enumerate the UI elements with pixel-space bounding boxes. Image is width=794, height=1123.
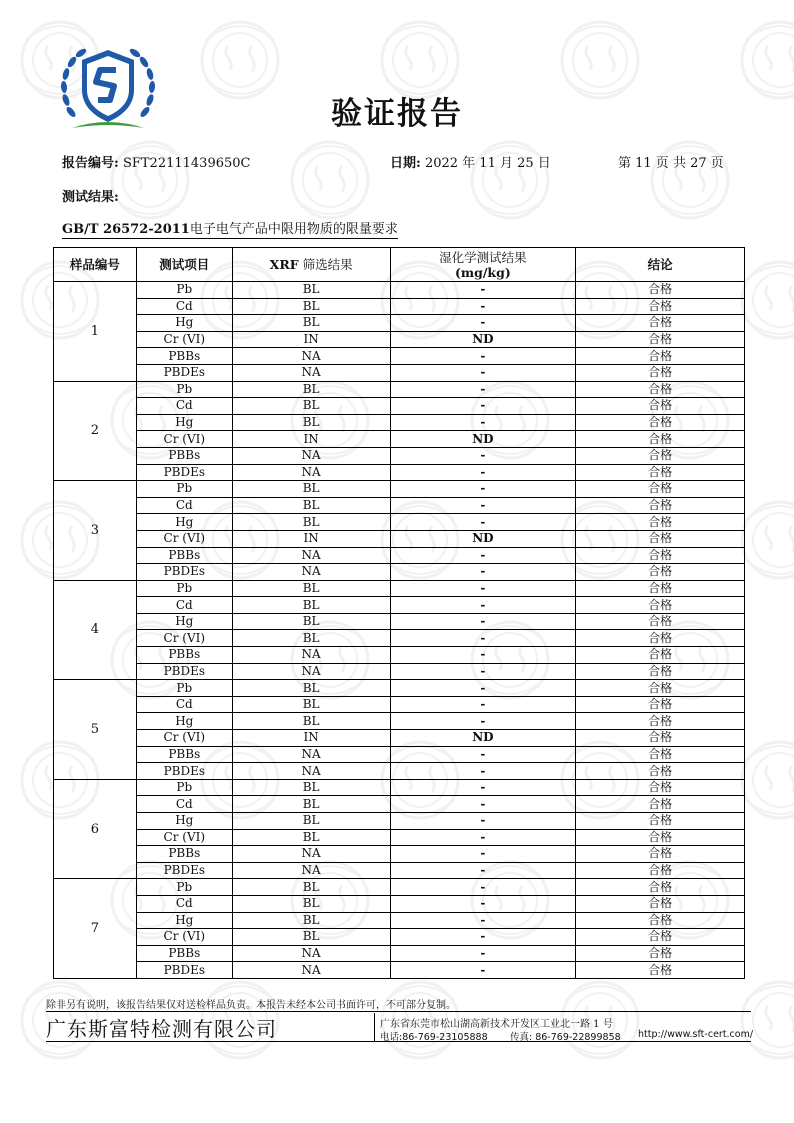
conclusion-cell: 合格 <box>576 348 745 365</box>
header-wet-chem: 湿化学测试结果 (mg/kg) <box>390 248 576 282</box>
test-item-cell: PBDEs <box>136 962 232 979</box>
xrf-result-cell: BL <box>232 929 390 946</box>
report-date <box>390 152 551 171</box>
test-item-cell: PBBs <box>136 348 232 365</box>
table-header-row <box>54 248 745 282</box>
table-row <box>54 912 745 929</box>
table-row <box>54 481 745 498</box>
table-row <box>54 597 745 614</box>
table-row <box>54 298 745 315</box>
test-item-cell: Cd <box>136 497 232 514</box>
standard-title <box>62 218 398 239</box>
conclusion-cell: 合格 <box>576 481 745 498</box>
conclusion-cell: 合格 <box>576 730 745 747</box>
table-row <box>54 879 745 896</box>
wet-chem-result-cell: - <box>390 746 576 763</box>
wet-chem-result-cell: - <box>390 862 576 879</box>
xrf-result-cell: BL <box>232 813 390 830</box>
xrf-result-cell: NA <box>232 962 390 979</box>
test-item-cell: Pb <box>136 879 232 896</box>
conclusion-cell: 合格 <box>576 879 745 896</box>
conclusion-cell: 合格 <box>576 680 745 697</box>
sample-number-cell: 6 <box>54 779 137 879</box>
wet-chem-result-cell: - <box>390 713 576 730</box>
table-row <box>54 381 745 398</box>
wet-chem-result-cell: - <box>390 647 576 664</box>
report-number <box>62 152 250 171</box>
xrf-result-cell: BL <box>232 398 390 415</box>
test-item-cell: PBBs <box>136 547 232 564</box>
xrf-result-cell: BL <box>232 630 390 647</box>
sample-number-cell: 5 <box>54 680 137 780</box>
xrf-result-cell: NA <box>232 945 390 962</box>
xrf-result-cell: NA <box>232 663 390 680</box>
test-item-cell: Cr (VI) <box>136 530 232 547</box>
table-row <box>54 730 745 747</box>
wet-chem-result-cell: - <box>390 813 576 830</box>
wet-chem-result-cell: - <box>390 613 576 630</box>
test-item-cell: PBBs <box>136 846 232 863</box>
wet-chem-result-cell: - <box>390 348 576 365</box>
xrf-result-cell: IN <box>232 730 390 747</box>
company-fax: 传真: 86-769-22899858 <box>510 1032 621 1043</box>
wet-chem-result-cell: ND <box>390 530 576 547</box>
sample-number-cell: 2 <box>54 381 137 481</box>
conclusion-cell: 合格 <box>576 813 745 830</box>
table-row <box>54 564 745 581</box>
table-row <box>54 447 745 464</box>
conclusion-cell: 合格 <box>576 431 745 448</box>
xrf-result-cell: BL <box>232 713 390 730</box>
wet-chem-result-cell: - <box>390 580 576 597</box>
wet-chem-result-cell: - <box>390 398 576 415</box>
table-row <box>54 829 745 846</box>
conclusion-cell: 合格 <box>576 663 745 680</box>
conclusion-cell: 合格 <box>576 696 745 713</box>
test-item-cell: Hg <box>136 912 232 929</box>
table-row <box>54 348 745 365</box>
conclusion-cell: 合格 <box>576 315 745 332</box>
conclusion-cell: 合格 <box>576 647 745 664</box>
test-item-cell: Hg <box>136 514 232 531</box>
header-sample-no: 样品编号 <box>54 248 137 282</box>
xrf-result-cell: BL <box>232 796 390 813</box>
table-row <box>54 663 745 680</box>
conclusion-cell: 合格 <box>576 829 745 846</box>
table-row <box>54 696 745 713</box>
wet-chem-result-cell: - <box>390 763 576 780</box>
test-item-cell: Pb <box>136 481 232 498</box>
wet-chem-result-cell: - <box>390 447 576 464</box>
wet-chem-result-cell: - <box>390 945 576 962</box>
conclusion-cell: 合格 <box>576 398 745 415</box>
wet-chem-result-cell: - <box>390 895 576 912</box>
table-row <box>54 580 745 597</box>
test-item-cell: Cd <box>136 895 232 912</box>
xrf-result-cell: NA <box>232 647 390 664</box>
conclusion-cell: 合格 <box>576 962 745 979</box>
footer-divider-bottom <box>46 1041 751 1042</box>
test-item-cell: Hg <box>136 414 232 431</box>
xrf-result-cell: BL <box>232 912 390 929</box>
table-row <box>54 680 745 697</box>
conclusion-cell: 合格 <box>576 547 745 564</box>
xrf-result-cell: BL <box>232 414 390 431</box>
xrf-result-cell: BL <box>232 879 390 896</box>
xrf-result-cell: BL <box>232 282 390 299</box>
conclusion-cell: 合格 <box>576 945 745 962</box>
test-item-cell: Pb <box>136 680 232 697</box>
wet-chem-result-cell: - <box>390 779 576 796</box>
xrf-result-cell: BL <box>232 481 390 498</box>
table-row <box>54 813 745 830</box>
footer-divider-vertical <box>374 1013 375 1041</box>
table-row <box>54 647 745 664</box>
test-item-cell: PBDEs <box>136 564 232 581</box>
xrf-result-cell: NA <box>232 862 390 879</box>
test-item-cell: Cd <box>136 597 232 614</box>
test-item-cell: Cr (VI) <box>136 829 232 846</box>
company-name: 广东斯富特检测有限公司 <box>46 1017 277 1041</box>
xrf-result-cell: BL <box>232 381 390 398</box>
test-item-cell: Cd <box>136 298 232 315</box>
conclusion-cell: 合格 <box>576 447 745 464</box>
table-row <box>54 282 745 299</box>
test-item-cell: PBBs <box>136 746 232 763</box>
test-item-cell: PBDEs <box>136 763 232 780</box>
test-item-cell: Hg <box>136 315 232 332</box>
conclusion-cell: 合格 <box>576 613 745 630</box>
document-title: 验证报告 <box>331 96 463 132</box>
conclusion-cell: 合格 <box>576 846 745 863</box>
wet-chem-result-cell: ND <box>390 331 576 348</box>
xrf-result-cell: BL <box>232 497 390 514</box>
xrf-result-cell: NA <box>232 547 390 564</box>
table-body <box>54 282 745 979</box>
xrf-result-cell: NA <box>232 746 390 763</box>
wet-chem-result-cell: - <box>390 597 576 614</box>
conclusion-cell: 合格 <box>576 464 745 481</box>
test-item-cell: Hg <box>136 813 232 830</box>
company-address: 广东省东莞市松山湖高新技术开发区工业北一路 1 号 <box>380 1019 613 1030</box>
xrf-result-cell: BL <box>232 315 390 332</box>
report-number-value: SFT22111439650C <box>122 156 251 171</box>
conclusion-cell: 合格 <box>576 530 745 547</box>
table-row <box>54 497 745 514</box>
test-item-cell: PBDEs <box>136 862 232 879</box>
table-row <box>54 779 745 796</box>
wet-chem-result-cell: ND <box>390 730 576 747</box>
xrf-result-cell: NA <box>232 763 390 780</box>
table-row <box>54 945 745 962</box>
test-item-cell: Pb <box>136 580 232 597</box>
report-number-label: 报告编号: <box>62 156 119 171</box>
test-item-cell: PBDEs <box>136 663 232 680</box>
conclusion-cell: 合格 <box>576 580 745 597</box>
xrf-result-cell: NA <box>232 364 390 381</box>
company-phone: 电话:86-769-23105888 <box>380 1032 488 1043</box>
header-test-item: 测试项目 <box>136 248 232 282</box>
sample-number-cell: 3 <box>54 481 137 581</box>
table-row <box>54 962 745 979</box>
xrf-result-cell: NA <box>232 464 390 481</box>
wet-chem-result-cell: - <box>390 364 576 381</box>
wet-chem-result-cell: - <box>390 912 576 929</box>
table-row <box>54 315 745 332</box>
test-item-cell: Pb <box>136 779 232 796</box>
wet-chem-result-cell: - <box>390 879 576 896</box>
table-row <box>54 713 745 730</box>
conclusion-cell: 合格 <box>576 779 745 796</box>
test-item-cell: Cr (VI) <box>136 431 232 448</box>
test-item-cell: PBDEs <box>136 364 232 381</box>
conclusion-cell: 合格 <box>576 862 745 879</box>
header-xrf: XRF 筛选结果 <box>232 248 390 282</box>
conclusion-cell: 合格 <box>576 564 745 581</box>
test-item-cell: Cr (VI) <box>136 730 232 747</box>
table-row <box>54 514 745 531</box>
test-item-cell: Cr (VI) <box>136 331 232 348</box>
wet-chem-result-cell: - <box>390 414 576 431</box>
conclusion-cell: 合格 <box>576 929 745 946</box>
xrf-result-cell: BL <box>232 613 390 630</box>
test-item-cell: Cr (VI) <box>136 630 232 647</box>
wet-chem-result-cell: - <box>390 514 576 531</box>
conclusion-cell: 合格 <box>576 895 745 912</box>
table-row <box>54 862 745 879</box>
header-conclusion: 结论 <box>576 248 745 282</box>
footnote: 除非另有说明，该报告结果仅对送检样品负责。本报告未经本公司书面许可，不可部分复制。 <box>46 1000 456 1011</box>
table-row <box>54 746 745 763</box>
table-row <box>54 331 745 348</box>
wet-chem-result-cell: - <box>390 630 576 647</box>
xrf-result-cell: BL <box>232 298 390 315</box>
conclusion-cell: 合格 <box>576 597 745 614</box>
sample-number-cell: 7 <box>54 879 137 979</box>
company-website[interactable]: http://www.sft-cert.com/ <box>638 1029 754 1040</box>
table-row <box>54 613 745 630</box>
xrf-result-cell: IN <box>232 530 390 547</box>
test-item-cell: PBBs <box>136 447 232 464</box>
wet-chem-result-cell: - <box>390 796 576 813</box>
test-item-cell: PBDEs <box>136 464 232 481</box>
xrf-result-cell: NA <box>232 846 390 863</box>
table-row <box>54 547 745 564</box>
wet-chem-result-cell: - <box>390 663 576 680</box>
table-row <box>54 895 745 912</box>
table-row <box>54 364 745 381</box>
report-date-label: 日期: <box>390 156 421 171</box>
wet-chem-result-cell: - <box>390 315 576 332</box>
test-item-cell: Cd <box>136 398 232 415</box>
wet-chem-result-cell: - <box>390 282 576 299</box>
conclusion-cell: 合格 <box>576 912 745 929</box>
xrf-result-cell: BL <box>232 895 390 912</box>
table-row <box>54 763 745 780</box>
test-item-cell: PBBs <box>136 647 232 664</box>
table-row <box>54 846 745 863</box>
results-table <box>53 247 745 979</box>
conclusion-cell: 合格 <box>576 514 745 531</box>
table-row <box>54 431 745 448</box>
xrf-result-cell: NA <box>232 564 390 581</box>
wet-chem-result-cell: - <box>390 564 576 581</box>
conclusion-cell: 合格 <box>576 630 745 647</box>
xrf-result-cell: BL <box>232 580 390 597</box>
wet-chem-result-cell: - <box>390 547 576 564</box>
conclusion-cell: 合格 <box>576 414 745 431</box>
wet-chem-result-cell: - <box>390 680 576 697</box>
sample-number-cell: 1 <box>54 282 137 382</box>
table-row <box>54 929 745 946</box>
xrf-result-cell: IN <box>232 431 390 448</box>
test-item-cell: Cd <box>136 696 232 713</box>
test-item-cell: Cr (VI) <box>136 929 232 946</box>
table-row <box>54 464 745 481</box>
table-row <box>54 530 745 547</box>
wet-chem-result-cell: - <box>390 846 576 863</box>
xrf-result-cell: BL <box>232 829 390 846</box>
wet-chem-result-cell: - <box>390 829 576 846</box>
test-item-cell: Pb <box>136 381 232 398</box>
xrf-result-cell: IN <box>232 331 390 348</box>
xrf-result-cell: BL <box>232 680 390 697</box>
wet-chem-result-cell: - <box>390 298 576 315</box>
conclusion-cell: 合格 <box>576 364 745 381</box>
conclusion-cell: 合格 <box>576 282 745 299</box>
test-item-cell: Pb <box>136 282 232 299</box>
page-indicator: 第 11 页 共 27 页 <box>618 156 724 171</box>
table-row <box>54 398 745 415</box>
xrf-result-cell: NA <box>232 447 390 464</box>
xrf-result-cell: BL <box>232 779 390 796</box>
test-item-cell: Cd <box>136 796 232 813</box>
wet-chem-result-cell: ND <box>390 431 576 448</box>
conclusion-cell: 合格 <box>576 298 745 315</box>
report-date-value: 2022 年 11 月 25 日 <box>424 156 551 171</box>
wet-chem-result-cell: - <box>390 481 576 498</box>
standard-code: GB/T 26572-2011 <box>62 222 190 237</box>
wet-chem-result-cell: - <box>390 497 576 514</box>
xrf-result-cell: BL <box>232 514 390 531</box>
conclusion-cell: 合格 <box>576 497 745 514</box>
wet-chem-result-cell: - <box>390 962 576 979</box>
wet-chem-result-cell: - <box>390 381 576 398</box>
conclusion-cell: 合格 <box>576 763 745 780</box>
conclusion-cell: 合格 <box>576 381 745 398</box>
conclusion-cell: 合格 <box>576 713 745 730</box>
sample-number-cell: 4 <box>54 580 137 680</box>
xrf-result-cell: BL <box>232 597 390 614</box>
section-label: 测试结果: <box>62 190 119 205</box>
wet-chem-result-cell: - <box>390 464 576 481</box>
standard-name: 电子电气产品中限用物质的限量要求 <box>189 222 398 237</box>
wet-chem-result-cell: - <box>390 696 576 713</box>
xrf-result-cell: BL <box>232 696 390 713</box>
footer-divider-top <box>46 1011 751 1012</box>
conclusion-cell: 合格 <box>576 796 745 813</box>
wet-chem-result-cell: - <box>390 929 576 946</box>
xrf-result-cell: NA <box>232 348 390 365</box>
test-item-cell: Hg <box>136 713 232 730</box>
table-row <box>54 796 745 813</box>
table-row <box>54 630 745 647</box>
conclusion-cell: 合格 <box>576 746 745 763</box>
test-item-cell: Hg <box>136 613 232 630</box>
table-row <box>54 414 745 431</box>
test-item-cell: PBBs <box>136 945 232 962</box>
conclusion-cell: 合格 <box>576 331 745 348</box>
